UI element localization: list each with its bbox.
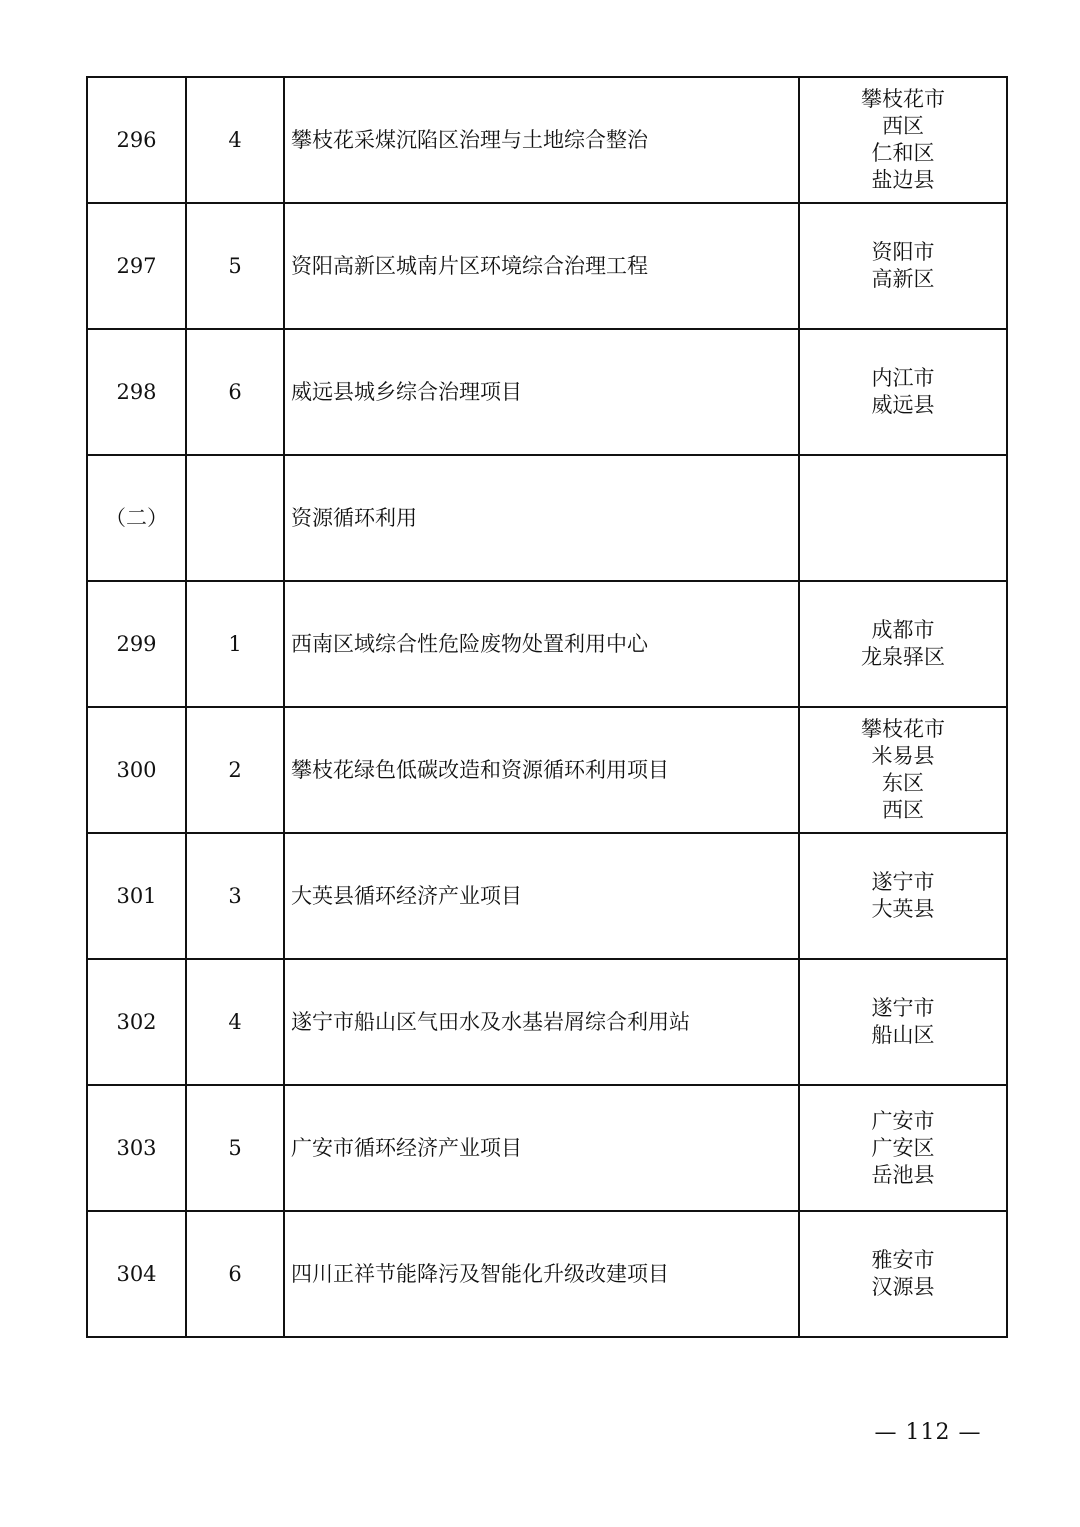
location-line: 岳池县 [871, 1162, 935, 1187]
location-line: 广安区 [871, 1135, 935, 1160]
project-location [799, 329, 1007, 455]
location-line: 船山区 [871, 1023, 935, 1047]
row-sub-number: 4 [186, 959, 284, 1085]
row-sub-number: 5 [186, 203, 284, 329]
location-line: 盐边县 [871, 168, 935, 192]
project-location [799, 77, 1007, 203]
row-sub-number: 6 [186, 1211, 284, 1337]
row-sequence-number: 299 [87, 581, 186, 707]
row-sequence-number: 302 [87, 959, 186, 1085]
row-sub-number: 4 [186, 77, 284, 203]
row-sequence-number: （二） [87, 455, 186, 581]
project-name: 资源循环利用 [284, 455, 799, 581]
location-line: 遂宁市 [871, 870, 935, 894]
table-row [87, 1211, 1007, 1337]
location-line: 内江市 [871, 366, 935, 390]
location-line: 威远县 [871, 393, 935, 417]
location-line: 仁和区 [871, 141, 935, 165]
table-row [87, 455, 1007, 581]
page-number: — 112 — [874, 1420, 982, 1445]
project-location [799, 959, 1007, 1085]
location-line: 资阳市 [871, 240, 935, 264]
row-sub-number: 1 [186, 581, 284, 707]
location-line: 遂宁市 [871, 996, 935, 1020]
location-line: 西区 [882, 114, 924, 138]
row-sub-number: 2 [186, 707, 284, 833]
location-line: 广安市 [871, 1108, 935, 1133]
project-name: 攀枝花绿色低碳改造和资源循环利用项目 [284, 707, 799, 833]
location-line: 大英县 [871, 897, 935, 921]
location-line: 米易县 [871, 744, 935, 768]
location-line: 高新区 [871, 267, 935, 291]
row-sequence-number: 297 [87, 203, 186, 329]
project-location [799, 203, 1007, 329]
project-name: 广安市循环经济产业项目 [284, 1085, 799, 1211]
project-location [799, 581, 1007, 707]
location-line: 龙泉驿区 [861, 645, 945, 669]
table-row [87, 833, 1007, 959]
location-line: 汉源县 [871, 1275, 935, 1299]
project-location [799, 707, 1007, 833]
project-name: 遂宁市船山区气田水及水基岩屑综合利用站 [284, 959, 799, 1085]
row-sequence-number: 301 [87, 833, 186, 959]
row-sequence-number: 298 [87, 329, 186, 455]
location-line: 雅安市 [871, 1248, 935, 1272]
row-sequence-number: 300 [87, 707, 186, 833]
row-sequence-number: 296 [87, 77, 186, 203]
project-table [86, 76, 1008, 1338]
project-name: 威远县城乡综合治理项目 [284, 329, 799, 455]
table-row [87, 329, 1007, 455]
project-location [799, 1211, 1007, 1337]
project-name: 大英县循环经济产业项目 [284, 833, 799, 959]
project-name: 西南区域综合性危险废物处置利用中心 [284, 581, 799, 707]
row-sub-number: 6 [186, 329, 284, 455]
project-name: 攀枝花采煤沉陷区治理与土地综合整治 [284, 77, 799, 203]
row-sub-number: 5 [186, 1085, 284, 1211]
location-line: 攀枝花市 [861, 717, 945, 741]
row-sub-number: 3 [186, 833, 284, 959]
table-row [87, 77, 1007, 203]
table-row [87, 203, 1007, 329]
row-sub-number [186, 455, 284, 581]
row-sequence-number: 304 [87, 1211, 186, 1337]
project-name: 资阳高新区城南片区环境综合治理工程 [284, 203, 799, 329]
table-row [87, 707, 1007, 833]
project-name: 四川正祥节能降污及智能化升级改建项目 [284, 1211, 799, 1337]
project-location [799, 1085, 1007, 1211]
project-location [799, 833, 1007, 959]
table-body [87, 77, 1007, 1337]
table-row [87, 581, 1007, 707]
location-line: 成都市 [871, 618, 935, 642]
project-location [799, 455, 1007, 581]
location-line: 西区 [882, 798, 924, 822]
row-sequence-number: 303 [87, 1085, 186, 1211]
location-line: 攀枝花市 [861, 87, 945, 111]
location-line: 东区 [882, 771, 924, 795]
table-row [87, 1085, 1007, 1211]
table-row [87, 959, 1007, 1085]
